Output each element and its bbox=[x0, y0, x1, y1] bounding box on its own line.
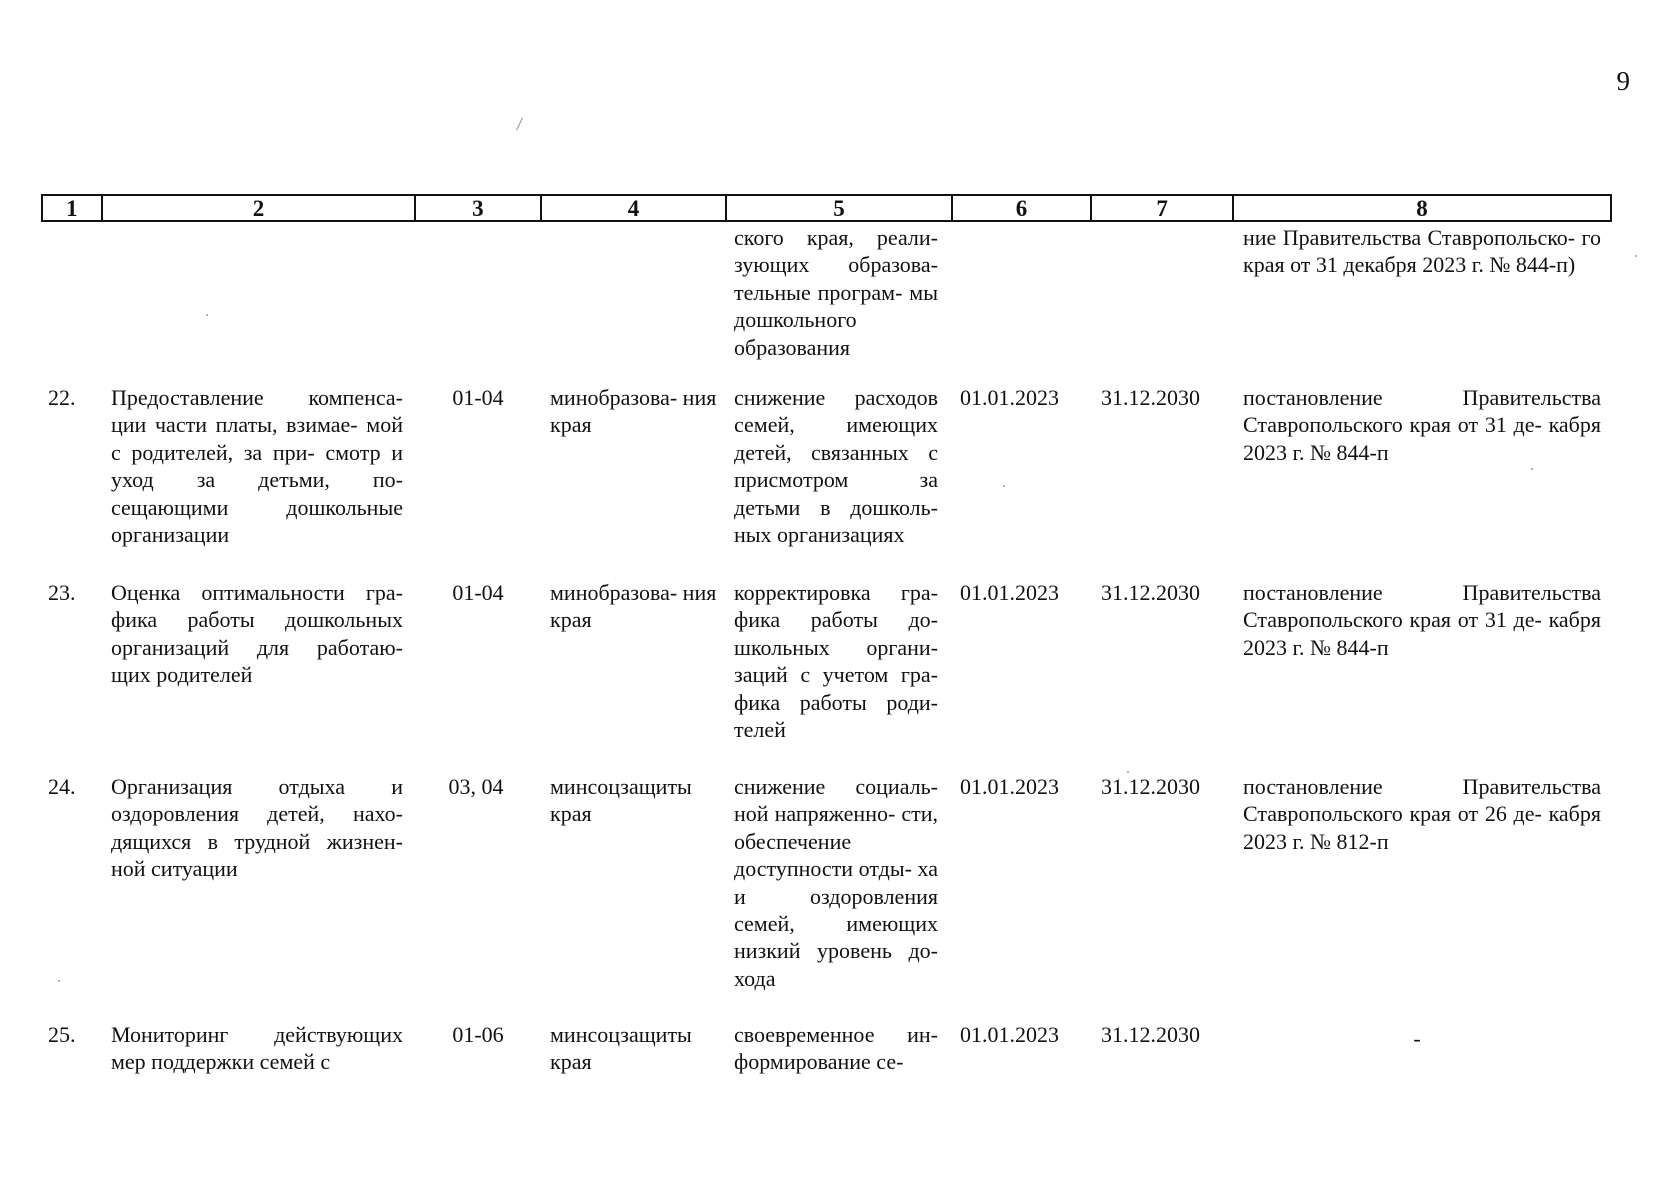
row-23-start-date: 01.01.2023 bbox=[960, 580, 1059, 605]
row-25-stages: 01-06 bbox=[452, 1022, 504, 1047]
row-23-event: Оценка оптимальности гра- фика работы дошкольных организаций для работаю- щих родителей bbox=[111, 580, 403, 688]
row-23-executor: минобразова- ния края bbox=[550, 580, 717, 633]
row-24-start-date: 01.01.2023 bbox=[960, 774, 1059, 799]
header-cell-3: 3 bbox=[416, 196, 542, 220]
row-25-event: Мониторинг действующих мер поддержки семей с bbox=[111, 1022, 403, 1075]
row-24-number: 24. bbox=[48, 774, 76, 799]
scan-speck bbox=[1531, 468, 1533, 470]
row-22-start-date: 01.01.2023 bbox=[960, 385, 1059, 410]
continuation-basis: ние Правительства Ставропольско- го края от 31 декабря 2023 г. № 844-п) bbox=[1243, 225, 1601, 278]
row-23-end-date: 31.12.2030 bbox=[1101, 580, 1200, 605]
row-23-result: корректировка гра- фика работы до- школьных органи- заций с учетом гра- фика работы роди- телей bbox=[734, 580, 938, 743]
row-23-stages: 01-04 bbox=[452, 580, 504, 605]
row-24-basis: постановление Правительства Ставропольского края от 26 де- кабря 2023 г. № 812-п bbox=[1243, 774, 1601, 854]
row-24-stages: 03, 04 bbox=[448, 774, 504, 799]
row-23-basis: постановление Правительства Ставропольского края от 31 де- кабря 2023 г. № 844-п bbox=[1243, 580, 1601, 660]
header-cell-1: 1 bbox=[43, 196, 103, 220]
row-22-number: 22. bbox=[48, 385, 76, 410]
row-25-start-date: 01.01.2023 bbox=[960, 1022, 1059, 1047]
row-22-executor: минобразова- ния края bbox=[550, 385, 717, 438]
row-22-stages: 01-04 bbox=[452, 385, 504, 410]
row-25-number: 25. bbox=[48, 1022, 76, 1047]
row-22-basis: постановление Правительства Ставропольского края от 31 де- кабря 2023 г. № 844-п bbox=[1243, 385, 1601, 465]
scan-speck bbox=[1635, 255, 1637, 257]
row-25-executor: минсоцзащиты края bbox=[550, 1022, 692, 1075]
row-25-basis: - bbox=[1413, 1026, 1421, 1051]
page-number: 9 bbox=[1616, 66, 1630, 96]
header-cell-4: 4 bbox=[542, 196, 728, 220]
continuation-result: ского края, реали- зующих образова- тельные програм- мы дошкольного образования bbox=[734, 225, 938, 360]
scan-speck bbox=[206, 314, 208, 316]
row-22-event: Предоставление компенса- ции части платы, взимае- мой с родителей, за при- смотр и уход за детьми, по- сещающими дошкольные организации bbox=[111, 385, 403, 548]
row-22-end-date: 31.12.2030 bbox=[1101, 385, 1200, 410]
header-cell-8: 8 bbox=[1416, 196, 1428, 221]
header-cell-5: 5 bbox=[727, 196, 952, 220]
row-25-end-date: 31.12.2030 bbox=[1101, 1022, 1200, 1047]
row-22-result: снижение расходов семей, имеющих детей, связанных с присмотром за детьми в дошколь- ных организациях bbox=[734, 385, 938, 548]
header-cell-7: 7 bbox=[1092, 196, 1234, 220]
row-24-executor: минсоцзащиты края bbox=[550, 774, 692, 827]
row-23-number: 23. bbox=[48, 580, 76, 605]
stray-mark bbox=[516, 117, 523, 130]
row-24-event: Организация отдыха и оздоровления детей, нахо- дящихся в трудной жизнен- ной ситуации bbox=[111, 774, 403, 882]
scan-speck bbox=[1003, 485, 1005, 487]
row-25-result: своевременное ин- формирование се- bbox=[734, 1022, 938, 1075]
header-cell-2: 2 bbox=[103, 196, 416, 220]
row-24-result: снижение социаль- ной напряженно- сти, обеспечение доступности отды- ха и оздоровления семей, имеющих низкий уровень до- хода bbox=[734, 774, 938, 991]
scan-speck bbox=[58, 980, 60, 982]
header-cell-6: 6 bbox=[953, 196, 1093, 220]
row-24-end-date: 31.12.2030 bbox=[1101, 774, 1200, 799]
scan-speck bbox=[1127, 771, 1129, 773]
table-header-row bbox=[41, 194, 1612, 222]
